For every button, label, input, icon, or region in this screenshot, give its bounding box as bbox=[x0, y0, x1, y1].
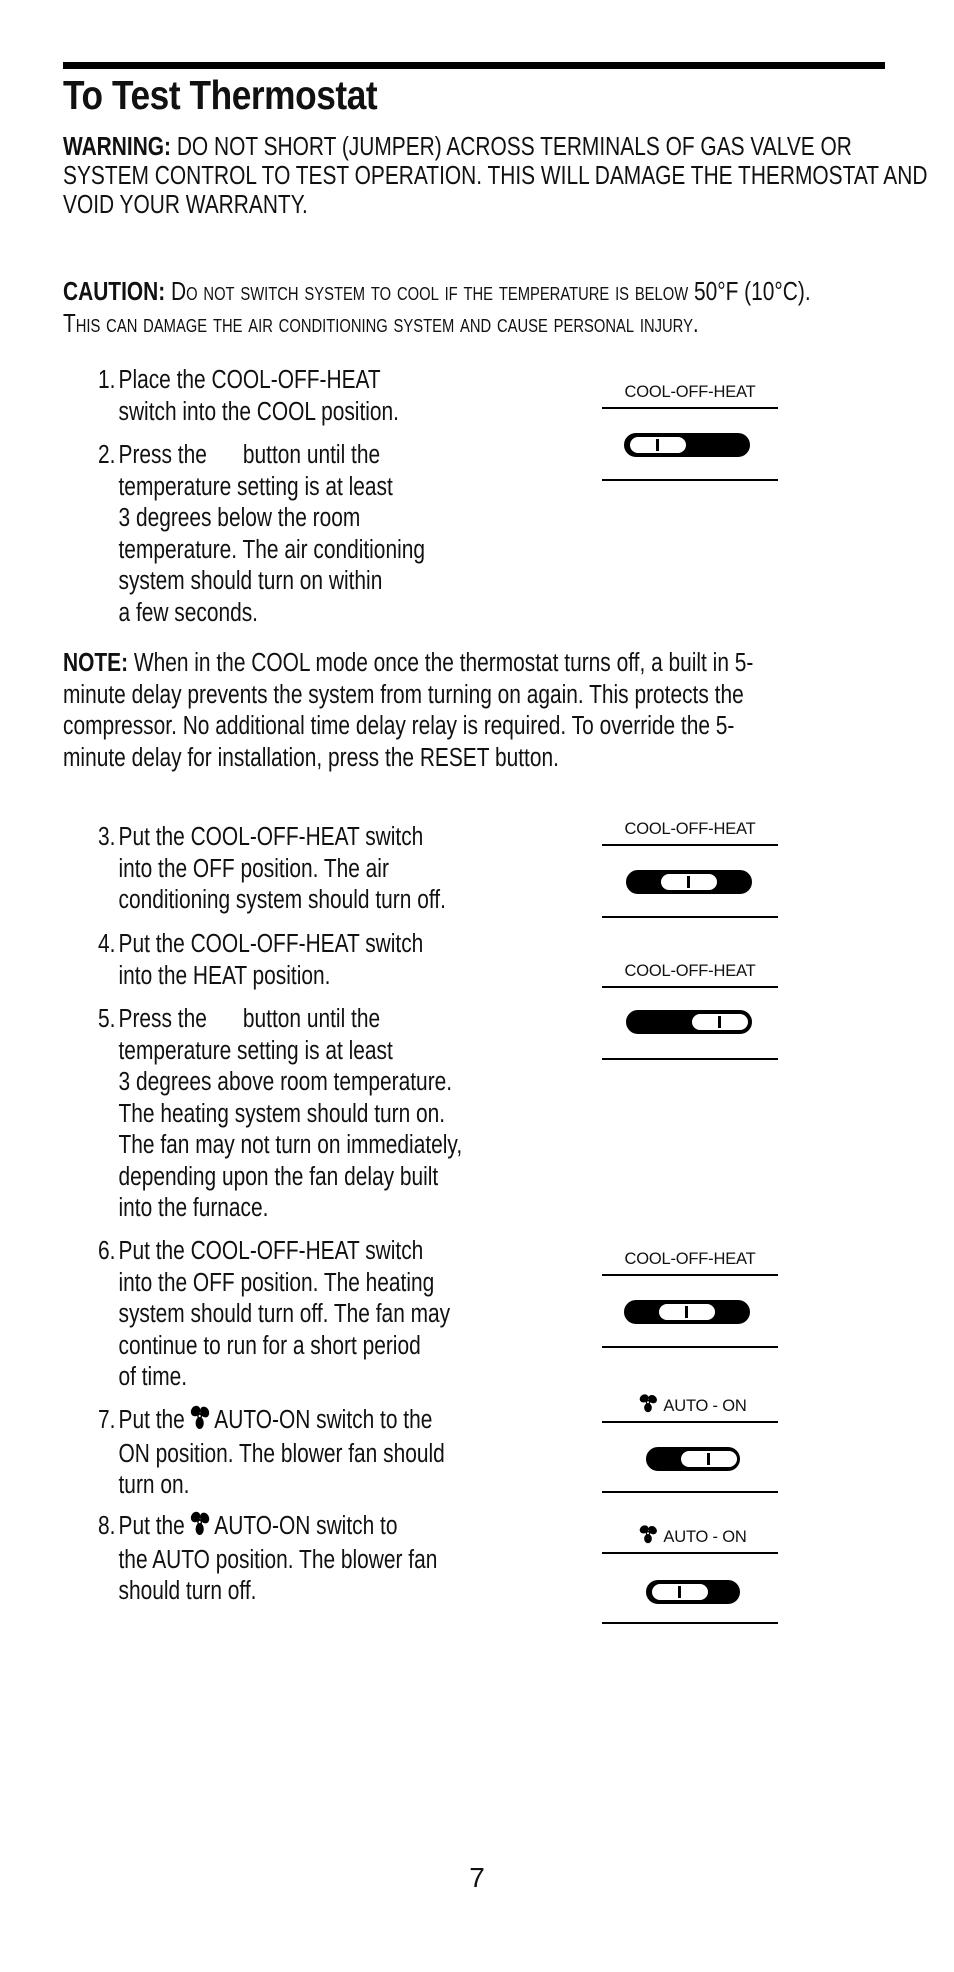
step-7: 7. Put the AUTO-ON switch to the ON position. The blower fan should turn on. bbox=[98, 1404, 521, 1502]
fan-icon bbox=[188, 1404, 211, 1439]
switch-label: COOL-OFF-HEAT bbox=[624, 383, 756, 401]
fan-icon bbox=[188, 1510, 211, 1545]
auto-on-switch bbox=[646, 1447, 740, 1471]
cool-off-heat-switch bbox=[624, 1300, 750, 1324]
step-6: 6. Put the COOL-OFF-HEAT switch into the OFF position. The heating system should turn off. The fan may continue to run for a short period of time. bbox=[98, 1237, 451, 1391]
auto-on-switch bbox=[646, 1580, 740, 1604]
switch-diagram-off-2 bbox=[602, 1250, 778, 1350]
step-3: 3. Put the COOL-OFF-HEAT switch into the OFF position. The air conditioning system should turn off. bbox=[98, 823, 446, 914]
switch-label: COOL-OFF-HEAT bbox=[624, 820, 756, 838]
step-8: 8. Put the AUTO-ON switch to the AUTO position. The blower fan should turn off. bbox=[98, 1510, 512, 1608]
step-2: 2. Press the button until the temperature setting is at least 3 degrees below the room temperature. The air conditioning system should turn on within a few seconds. bbox=[98, 441, 425, 627]
switch-label: COOL-OFF-HEAT bbox=[624, 1250, 756, 1268]
cool-off-heat-switch bbox=[626, 870, 752, 894]
cool-off-heat-switch bbox=[624, 433, 750, 457]
fan-switch-diagram-on bbox=[602, 1393, 778, 1493]
step-1: 1. Place the COOL-OFF-HEAT switch into the COOL position. bbox=[98, 366, 399, 426]
switch-diagram-cool bbox=[602, 383, 778, 483]
note-block: NOTE: When in the COOL mode once the thermostat turns off, a built in 5- minute delay prevents the system from turning on again. This protects the compressor. No additional time delay relay is required. To override the 5- minute delay for installation, press the RESET button. bbox=[63, 649, 754, 772]
switch-label: AUTO - ON bbox=[663, 1397, 747, 1415]
warning-label: WARNING: bbox=[63, 133, 172, 161]
page-number: 7 bbox=[469, 1862, 485, 1893]
note-label: NOTE: bbox=[63, 649, 129, 677]
page-title: To Test Thermostat bbox=[63, 72, 378, 118]
fan-switch-diagram-auto bbox=[602, 1524, 778, 1624]
switch-diagram-heat bbox=[602, 962, 778, 1062]
header-rule bbox=[63, 62, 885, 69]
fan-icon bbox=[637, 1393, 659, 1418]
caution-label: CAUTION: bbox=[63, 278, 166, 306]
caution-block: CAUTION: Do not switch system to cool if the temperature is below 50°F (10°C). This can damage the air conditioning system and cause personal injury. bbox=[63, 278, 811, 338]
warning-block: WARNING: DO NOT SHORT (JUMPER) ACROSS TERMINALS OF GAS VALVE OR SYSTEM CONTROL TO TEST OPERATION. THIS WILL DAMAGE THE THERMOSTAT AND VOID YOUR WARRANTY. bbox=[63, 133, 928, 219]
switch-label: AUTO - ON bbox=[663, 1528, 747, 1546]
cool-off-heat-switch bbox=[626, 1010, 752, 1034]
switch-diagram-off bbox=[602, 820, 778, 920]
switch-label: COOL-OFF-HEAT bbox=[624, 962, 756, 980]
fan-icon bbox=[637, 1524, 659, 1549]
step-5: 5. Press the button until the temperature setting is at least 3 degrees above room temperature. The heating system should turn on. The fan may not turn on immediately, depending upon the fan delay built into the furnace. bbox=[98, 1005, 463, 1222]
step-4: 4. Put the COOL-OFF-HEAT switch into the HEAT position. bbox=[98, 930, 424, 990]
